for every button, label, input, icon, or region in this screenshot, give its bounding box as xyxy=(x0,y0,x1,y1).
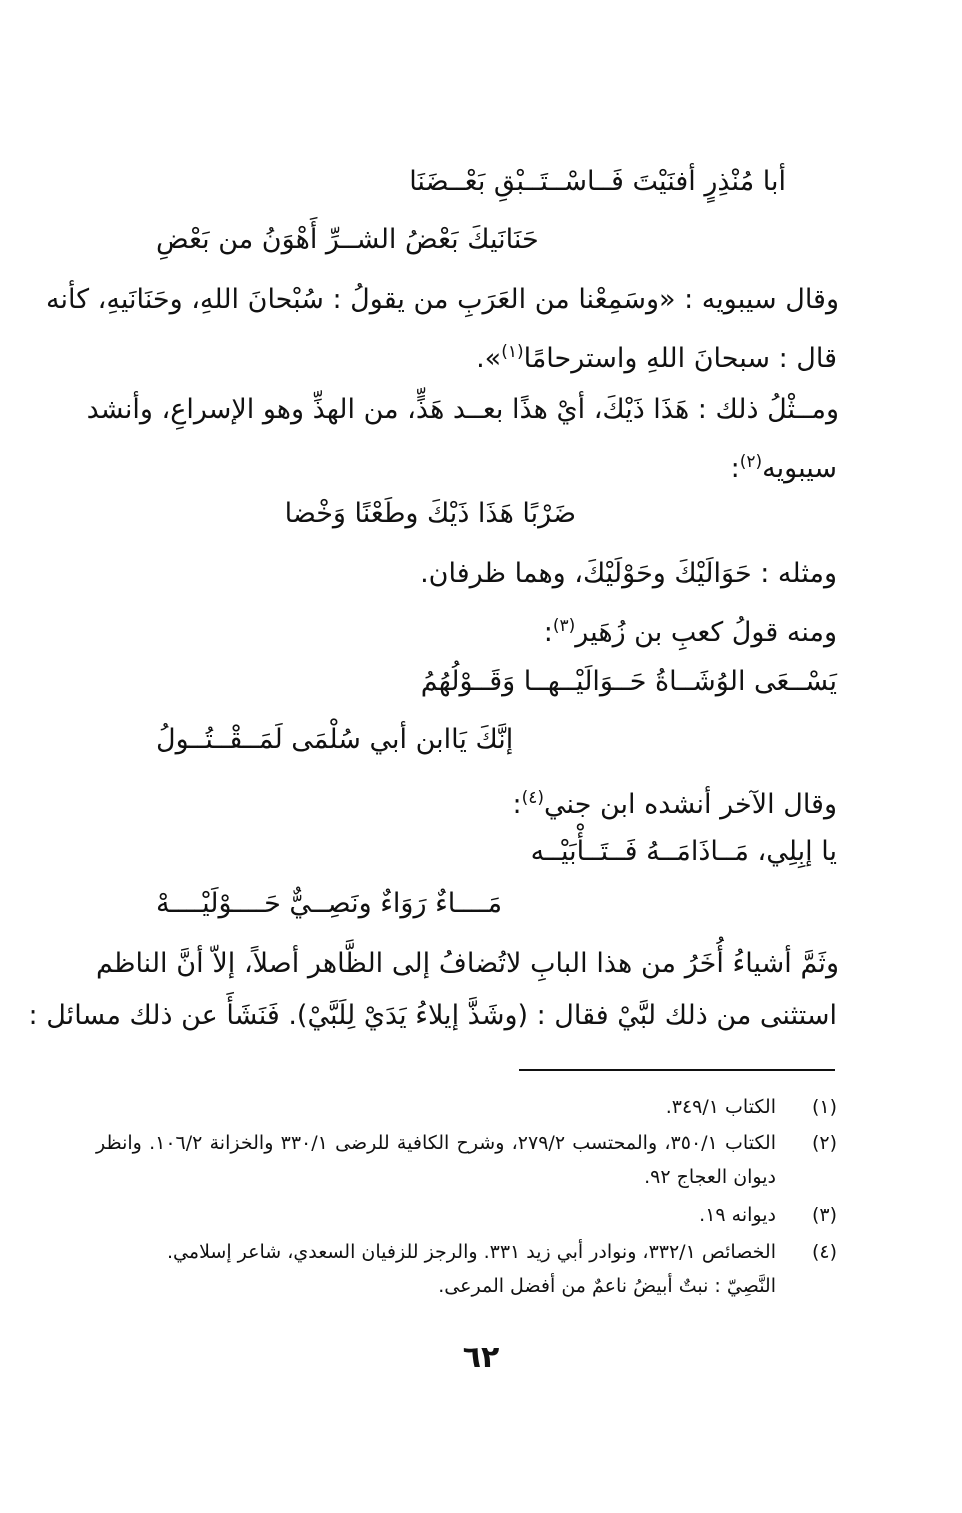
verse-line: مَــــاءٌ رَوَاءٌ ونَصِــيٌّ حَــــوْلَيْــــهْ xyxy=(156,888,503,919)
footnote-text: النَّصِيّ : نبتٌ أبيضُ ناعمٌ من أفضل المرعى. xyxy=(438,1275,776,1297)
footnote-ref: (٢) xyxy=(739,452,763,472)
text: قال : سبحانَ اللهِ واسترحامًا xyxy=(523,343,837,374)
verse-line: ضَرْبًا هَذَا ذَيْكَ وطَعْنًا وَخْضا xyxy=(284,498,576,529)
paragraph-line: استثنى من ذلك لبَّيْ فقال : (وشَذَّ إيلاءُ يَدَيْ لِلَبَّيْ). فَنَشَأَ عن ذلك مسائل : xyxy=(28,1000,837,1031)
verse-line: إنَّكَ يَاابن أبي سُلْمَى لَمَــقْــتُــولُ xyxy=(156,724,514,755)
paragraph-line: وثَمَّ أشياءُ أُخَرُ من هذا البابِ لاتُضافُ إلى الظَّاهر أصلاً، إلاّ أنَّ الناظم xyxy=(96,948,839,979)
text: ». xyxy=(476,343,502,374)
footnote-text: الخصائص ٣٣٢/١، ونوادر أبي زيد ٣٣١. والرجز للزفيان السعدي، شاعر إسلامي. xyxy=(167,1241,776,1263)
paragraph-line: وقال سيبويه : «وسَمِعْنا من العَرَبِ من يقولُ : سُبْحانَ اللهِ، وحَنَانَيهِ، كأنه xyxy=(46,284,839,315)
paragraph-line xyxy=(513,776,837,827)
paragraph-line xyxy=(476,330,837,381)
footnote-text: الكتاب ٣٥٠/١، والمحتسب ٢٧٩/٢، وشرح الكافية للرضى ٣٣٠/١ والخزانة ١٠٦/٢. وانظر xyxy=(96,1132,776,1154)
text: : xyxy=(730,453,740,484)
verse-line: حَنَانَيكَ بَعْضُ الشــرِّ أَهْوَنُ من بَعْضِ xyxy=(156,224,539,255)
text: وقال الآخر أنشده ابن جني xyxy=(544,789,837,820)
footnote-text: ديوان العجاج ٩٢. xyxy=(644,1166,776,1188)
page-number: ٦٢ xyxy=(462,1340,500,1375)
footnote-text: ديوانه ١٩. xyxy=(699,1204,776,1226)
footnote-ref: (٣) xyxy=(552,616,576,636)
footnote-number: (١) xyxy=(811,1096,837,1118)
footnote-text: الكتاب ٣٤٩/١. xyxy=(665,1096,776,1118)
footnote-number: (٣) xyxy=(811,1204,837,1226)
text: ومنه قولُ كعبِ بن زُهَير xyxy=(575,617,837,648)
verse-line: يَسْــعَى الوُشَــاةُ حَــوَالَيْــهــا وَقَــوْلُهُمُ xyxy=(420,666,837,697)
text: : xyxy=(512,789,522,820)
footnote-number: (٢) xyxy=(811,1132,837,1154)
paragraph-line: ومثله : حَوَالَيْكَ وحَوْلَيْكَ، وهما ظرفان. xyxy=(420,558,837,589)
verse-line: أبا مُنْذِرٍ أفنَيْتَ فَــاسْــتَــبْقِ بَعْــضَنَا xyxy=(409,166,786,197)
paragraph-line xyxy=(544,604,837,655)
paragraph-line: ومــثْلُ ذلك : هَذَا ذَيْكَ، أيْ هذًا بعــد هَذٍّ، من الهذِّ وهو الإسراعِ، وأنشد xyxy=(86,394,839,425)
footnote-ref: (٤) xyxy=(521,788,545,808)
verse-line: يا إبِلِي، مَــاذَامَــهُ فَــتَــأْبَيْــه xyxy=(530,836,837,867)
text: سيبويه xyxy=(762,453,837,484)
footnote-number: (٤) xyxy=(811,1241,837,1263)
footnote-ref: (١) xyxy=(501,342,524,362)
text: : xyxy=(543,617,553,648)
footnote-divider xyxy=(519,1069,835,1071)
paragraph-line xyxy=(731,440,837,491)
